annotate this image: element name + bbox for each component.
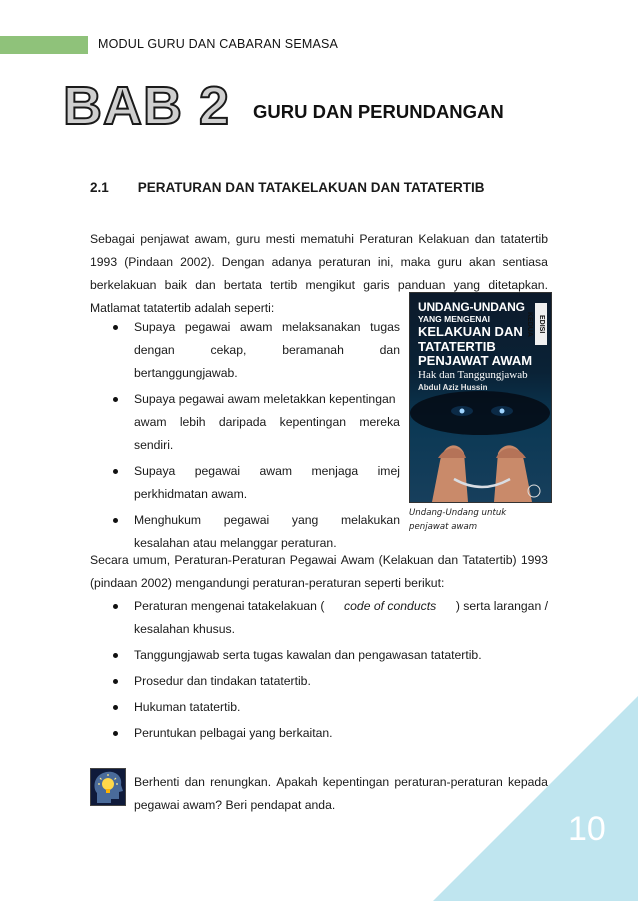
book-title-line: YANG MENGENAI <box>418 314 490 324</box>
word: akan <box>469 255 496 269</box>
word: yang <box>453 278 481 292</box>
book-title-line: PENJAWAT AWAM <box>418 353 533 368</box>
section-heading <box>90 180 484 195</box>
list-line: kesalahan atau melanggar peraturan. <box>134 536 337 550</box>
word: Berhenti <box>134 775 180 789</box>
list-line: perkhidmatan awam. <box>134 487 248 501</box>
word: baik <box>164 278 188 292</box>
word: kepentingan <box>322 775 390 789</box>
word: 1993 <box>520 553 548 567</box>
word: Peraturan-Peraturan <box>174 553 286 567</box>
paragraph-line <box>90 228 548 251</box>
list-line: bertanggungjawab. <box>134 366 238 380</box>
word: awam, <box>194 232 231 246</box>
aims-list <box>90 316 400 558</box>
header-accent-bar <box>0 36 88 54</box>
book-title-line: TATATERTIB <box>418 339 496 354</box>
word: Supaya pegawai awam meletakkan kepentingan <box>134 392 396 406</box>
word: daripada <box>218 415 267 429</box>
word: lebih <box>179 415 206 429</box>
word: panduan <box>397 278 446 292</box>
word: penjawat <box>140 232 190 246</box>
word: ditetapkan. <box>488 278 548 292</box>
regulations-intro-paragraph <box>90 549 548 595</box>
word: dan <box>474 232 496 246</box>
word: pegawai <box>194 464 241 478</box>
bullet-icon <box>113 469 118 474</box>
word: melaksanakan <box>282 320 361 334</box>
word: imej <box>377 464 400 478</box>
word: dan <box>437 553 459 567</box>
word: yang <box>291 513 319 527</box>
list-item <box>90 670 548 693</box>
word: tugas <box>370 320 400 334</box>
word: awam <box>239 320 273 334</box>
list-line <box>134 411 400 434</box>
list-item <box>90 388 400 457</box>
paragraph-line <box>134 771 548 794</box>
bullet-icon <box>113 604 118 609</box>
bullet-icon <box>113 653 118 658</box>
word: Awam <box>340 553 375 567</box>
word: adanya <box>271 255 312 269</box>
word: maka <box>400 255 431 269</box>
book-edition-badge: EDISI KEDUA <box>535 303 547 345</box>
word: pegawai <box>184 320 231 334</box>
list-text-emphasis: code of conducts <box>344 599 437 613</box>
list-text: ) serta larangan / <box>455 599 548 613</box>
word: Peraturan <box>359 232 413 246</box>
word: Pegawai <box>289 553 337 567</box>
list-line <box>134 595 548 618</box>
paragraph-line: pegawai awam? Beri pendapat anda. <box>134 798 336 812</box>
lightbulb-head-graphic <box>91 769 125 805</box>
word: guru <box>235 232 261 246</box>
list-line: sendiri. <box>134 438 174 452</box>
word: Supaya <box>134 464 176 478</box>
word: umum, <box>132 553 171 567</box>
word: mematuhi <box>300 232 354 246</box>
word: Dengan <box>221 255 265 269</box>
word: dan <box>184 775 205 789</box>
paragraph-line <box>90 549 548 572</box>
word: sentiasa <box>502 255 548 269</box>
page-number: 10 <box>568 810 606 848</box>
section-title: PERATURAN DAN TATAKELAKUAN DAN TATATERTIB <box>137 180 485 195</box>
bullet-icon <box>113 679 118 684</box>
list-item <box>90 316 400 385</box>
word: menjaga <box>311 464 359 478</box>
list-line: Hukuman tatatertib. <box>134 700 241 714</box>
word: berkelakuan <box>90 278 157 292</box>
word: Tatatertib) <box>462 553 517 567</box>
word: mereka <box>359 415 400 429</box>
word: garis <box>363 278 390 292</box>
list-item <box>90 460 400 506</box>
word: ini, <box>377 255 394 269</box>
word: (Kelakuan <box>378 553 434 567</box>
paragraph-line: Matlamat tatatertib adalah seperti: <box>90 301 275 315</box>
word: Sebagai <box>90 232 135 246</box>
word: guru <box>437 255 462 269</box>
list-line: Prosedur dan tindakan tatatertib. <box>134 674 311 688</box>
word: 2002). <box>180 255 215 269</box>
word: melakukan <box>341 513 400 527</box>
list-line: Peruntukan pelbagai yang berkaitan. <box>134 726 333 740</box>
book-cover-image <box>409 292 552 503</box>
word: Apakah <box>276 775 318 789</box>
word: dan <box>195 278 216 292</box>
word: (Pindaan <box>124 255 174 269</box>
list-line <box>134 388 400 411</box>
word: dengan <box>134 343 175 357</box>
word: mesti <box>265 232 295 246</box>
word: renungkan. <box>210 775 272 789</box>
word: awam <box>259 464 293 478</box>
book-title-line: UNDANG-UNDANG <box>418 300 525 314</box>
word: Supaya <box>134 320 176 334</box>
list-line <box>134 460 400 483</box>
bullet-icon <box>113 731 118 736</box>
paragraph-line <box>90 251 548 274</box>
word: kepentingan <box>279 415 347 429</box>
list-line <box>134 509 400 532</box>
bullet-icon <box>113 705 118 710</box>
word: beramanah <box>282 343 344 357</box>
list-line <box>134 339 400 362</box>
word: mengikut <box>305 278 355 292</box>
word: cekap, <box>210 343 247 357</box>
list-text: Peraturan mengenai tatakelakuan ( <box>134 599 325 613</box>
running-header: MODUL GURU DAN CABARAN SEMASA <box>98 37 339 51</box>
book-author: Abdul Aziz Hussin <box>418 383 488 392</box>
book-subtitle: Hak dan Tanggungjawab <box>418 369 528 381</box>
caption-line: penjawat awam <box>409 522 478 532</box>
list-item <box>90 644 548 667</box>
bullet-icon <box>113 397 118 402</box>
reflection-paragraph <box>134 771 548 817</box>
word: tatatertib <box>500 232 548 246</box>
word: dan <box>379 343 400 357</box>
word: peraturan-peraturan <box>394 775 503 789</box>
word: kepada <box>507 775 548 789</box>
section-number: 2.1 <box>90 180 109 195</box>
list-line: Tanggungjawab serta tugas kawalan dan pengawasan tatatertib. <box>134 648 482 662</box>
word: bertata <box>223 278 262 292</box>
word: tertib <box>270 278 298 292</box>
paragraph-line: (pindaan 2002) mengandungi peraturan-peraturan seperti berikut: <box>90 576 445 590</box>
list-line: kesalahan khusus. <box>134 622 235 636</box>
list-line <box>134 316 400 339</box>
lightbulb-head-icon <box>90 768 126 806</box>
bullet-icon <box>113 325 118 330</box>
word: awam <box>134 415 167 429</box>
word: Kelakuan <box>418 232 470 246</box>
bullet-icon <box>113 518 118 523</box>
book-title-line: KELAKUAN DAN <box>418 324 523 339</box>
word: Secara <box>90 553 129 567</box>
chapter-title: GURU DAN PERUNDANGAN <box>253 101 504 122</box>
word: peraturan <box>318 255 371 269</box>
chapter-number: BAB 2 <box>63 76 231 136</box>
caption-line: Undang-Undang untuk <box>409 508 507 518</box>
word: Menghukum <box>134 513 202 527</box>
word: 1993 <box>90 255 118 269</box>
word: pegawai <box>223 513 270 527</box>
image-caption <box>409 506 549 534</box>
list-item <box>90 595 548 641</box>
